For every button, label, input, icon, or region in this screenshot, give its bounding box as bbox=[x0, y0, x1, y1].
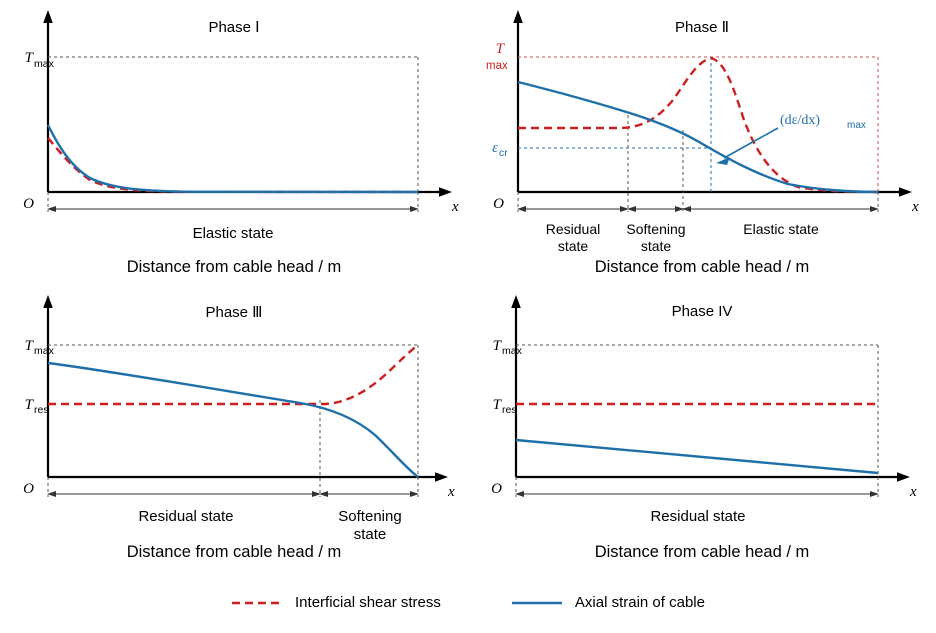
chart-phase-3 bbox=[0, 285, 468, 570]
panel-caption: Distance from cable head / m bbox=[594, 543, 810, 561]
legend-swatch-dashed bbox=[231, 597, 283, 609]
curve-axial-strain bbox=[516, 440, 878, 473]
region-label-elastic: Elastic state bbox=[743, 221, 819, 237]
y-label-tmax: T bbox=[495, 41, 504, 57]
panel-title: Phase Ⅲ bbox=[205, 304, 263, 321]
legend-label-axial-strain: Axial strain of cable bbox=[574, 594, 705, 611]
chart-phase-2 bbox=[468, 0, 936, 285]
axes bbox=[511, 295, 910, 482]
x-axis-label: x bbox=[910, 484, 917, 500]
panel-title: Phase Ⅱ bbox=[674, 19, 730, 36]
y-label-ecr: ε bbox=[492, 140, 498, 156]
origin-label: O bbox=[23, 196, 34, 212]
y-label-tres: T bbox=[24, 397, 33, 413]
extent-arrows bbox=[47, 491, 419, 497]
y-label-tmax: T bbox=[492, 338, 501, 354]
y-label-tres: T bbox=[492, 397, 501, 413]
y-label-tmax-sub: max bbox=[502, 345, 522, 357]
panel-title: Phase Ⅰ bbox=[208, 19, 260, 36]
region-label-residual-2: state bbox=[557, 238, 589, 254]
legend-swatch-solid bbox=[511, 597, 563, 609]
guide-lines bbox=[48, 345, 418, 497]
panel-phase-2 bbox=[468, 0, 936, 285]
annotation-label: (dε/dx) bbox=[780, 113, 821, 128]
panel-title: Phase IV bbox=[671, 303, 733, 320]
y-label-tres-sub: res bbox=[34, 404, 49, 416]
panel-caption: Distance from cable head / m bbox=[594, 258, 810, 276]
x-axis-label: x bbox=[452, 199, 459, 215]
y-label-tmax-sub: max bbox=[34, 345, 54, 357]
panel-caption: Distance from cable head / m bbox=[126, 543, 342, 561]
region-label-elastic: Elastic state bbox=[192, 225, 274, 242]
annotation-label-sub: max bbox=[847, 120, 866, 131]
axes bbox=[43, 10, 452, 197]
curve-axial-strain bbox=[48, 363, 418, 477]
curve-shear-stress bbox=[518, 58, 878, 192]
panel-phase-4 bbox=[468, 285, 936, 570]
legend-label-shear-stress: Interficial shear stress bbox=[295, 594, 441, 611]
y-label-tmax: T bbox=[24, 338, 33, 354]
curve-axial-strain bbox=[48, 125, 418, 192]
region-label-softening-2: state bbox=[640, 238, 672, 254]
extent-arrow-elastic bbox=[47, 206, 419, 212]
region-label-softening: Softening bbox=[338, 508, 402, 525]
figure-legend bbox=[0, 572, 936, 632]
legend-item-shear-stress bbox=[231, 594, 441, 611]
panel-caption: Distance from cable head / m bbox=[126, 258, 342, 276]
axes bbox=[43, 295, 448, 482]
annotation-arrow bbox=[716, 128, 778, 165]
region-label-softening: Softening bbox=[626, 221, 686, 237]
region-label-residual: Residual state bbox=[650, 508, 746, 525]
chart-phase-4 bbox=[468, 285, 936, 570]
region-label-softening-2: state bbox=[353, 526, 387, 543]
extent-arrow-residual bbox=[515, 491, 879, 497]
x-axis-label: x bbox=[448, 484, 455, 500]
x-axis-label: x bbox=[912, 199, 919, 215]
y-label-ecr-sub: cr bbox=[499, 147, 508, 159]
extent-arrows bbox=[517, 206, 879, 212]
y-label-tmax-sub: max bbox=[486, 60, 508, 72]
curve-shear-stress bbox=[48, 345, 418, 404]
guide-lines bbox=[48, 57, 418, 212]
legend-item-axial-strain bbox=[511, 594, 705, 611]
region-label-residual: Residual bbox=[545, 221, 601, 237]
y-label-tres-sub: res bbox=[502, 404, 517, 416]
origin-label: O bbox=[493, 196, 504, 212]
axes bbox=[513, 10, 912, 197]
region-label-residual: Residual state bbox=[138, 508, 234, 525]
origin-label: O bbox=[23, 481, 34, 497]
panel-phase-3 bbox=[0, 285, 468, 570]
panel-phase-1 bbox=[0, 0, 468, 285]
y-label-tmax: T bbox=[24, 50, 33, 66]
y-label-tmax-sub: max bbox=[34, 58, 54, 70]
curve-axial-strain bbox=[518, 82, 878, 192]
chart-phase-1 bbox=[0, 0, 468, 285]
guide-lines bbox=[516, 345, 878, 497]
origin-label: O bbox=[491, 481, 502, 497]
